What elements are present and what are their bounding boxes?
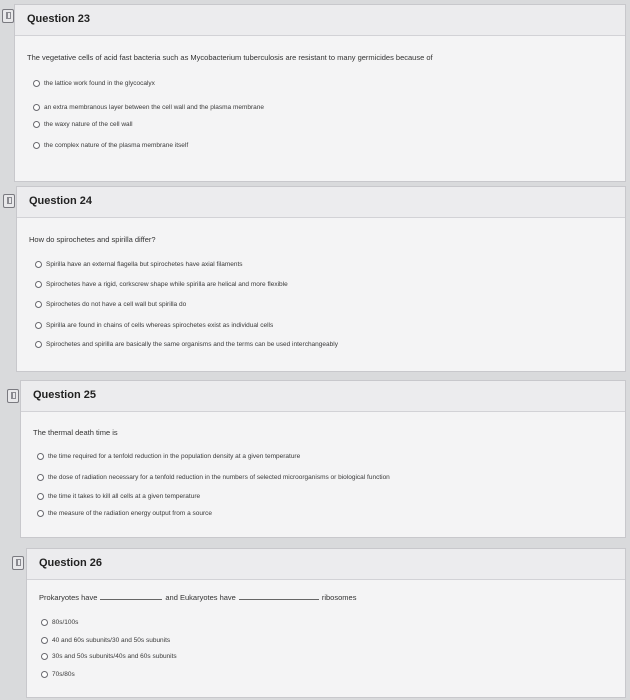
blank-1: [100, 598, 162, 600]
question-24-header: [17, 187, 625, 218]
answer-option[interactable]: the time it takes to kill all cells at a given temperature: [37, 493, 200, 500]
radio-button[interactable]: [37, 510, 44, 517]
question-25-card: [20, 380, 626, 538]
question-25-header: [21, 381, 625, 412]
radio-button[interactable]: [37, 474, 44, 481]
question-24-card: [16, 186, 626, 372]
question-26-header: [27, 549, 625, 580]
answer-option[interactable]: 70s/80s: [41, 671, 75, 678]
question-title: Question 23: [27, 13, 90, 25]
radio-button[interactable]: [33, 80, 40, 87]
radio-button[interactable]: [35, 341, 42, 348]
question-23-header: [15, 5, 625, 36]
question-prompt: The vegetative cells of acid fast bacteria such as Mycobacterium tuberculosis are resistant to many germicides because of: [27, 53, 433, 62]
question-title: Question 26: [39, 557, 102, 569]
radio-button[interactable]: [33, 121, 40, 128]
answer-option[interactable]: Spirilla have an external flagella but spirochetes have axial filaments: [35, 261, 243, 268]
answer-option[interactable]: Spirilla are found in chains of cells whereas spirochetes exist as individual cells: [35, 322, 273, 329]
radio-button[interactable]: [41, 653, 48, 660]
answer-option[interactable]: Spirochetes do not have a cell wall but spirilla do: [35, 301, 186, 308]
answer-option[interactable]: the lattice work found in the glycocalyx: [33, 80, 155, 87]
answer-option[interactable]: the complex nature of the plasma membrane itself: [33, 142, 188, 149]
answer-option[interactable]: the waxy nature of the cell wall: [33, 121, 133, 128]
radio-button[interactable]: [41, 671, 48, 678]
radio-button[interactable]: [33, 104, 40, 111]
radio-button[interactable]: [35, 322, 42, 329]
flag-question-24-icon[interactable]: [3, 194, 15, 208]
question-title: Question 24: [29, 195, 92, 207]
radio-button[interactable]: [37, 453, 44, 460]
answer-option[interactable]: Spirochetes and spirilla are basically the same organisms and the terms can be used interchangeably: [35, 341, 338, 348]
radio-button[interactable]: [35, 281, 42, 288]
radio-button[interactable]: [35, 261, 42, 268]
answer-option[interactable]: the measure of the radiation energy output from a source: [37, 510, 212, 517]
question-prompt: Prokaryotes have and Eukaryotes have ribosomes: [39, 593, 357, 602]
radio-button[interactable]: [33, 142, 40, 149]
flag-question-23-icon[interactable]: [2, 9, 14, 23]
answer-option[interactable]: the dose of radiation necessary for a tenfold reduction in the numbers of selected microorganisms or biological function: [37, 474, 390, 481]
radio-button[interactable]: [41, 619, 48, 626]
flag-question-26-icon[interactable]: [12, 556, 24, 570]
question-23-card: [14, 4, 626, 182]
question-title: Question 25: [33, 389, 96, 401]
flag-question-25-icon[interactable]: [7, 389, 19, 403]
answer-option[interactable]: an extra membranous layer between the cell wall and the plasma membrane: [33, 104, 264, 111]
question-prompt: The thermal death time is: [33, 428, 118, 437]
radio-button[interactable]: [41, 637, 48, 644]
answer-option[interactable]: 30s and 50s subunits/40s and 60s subunits: [41, 653, 177, 660]
answer-option[interactable]: the time required for a tenfold reduction in the population density at a given temperature: [37, 453, 300, 460]
answer-option[interactable]: 40 and 60s subunits/30 and 50s subunits: [41, 637, 170, 644]
question-prompt: How do spirochetes and spirilla differ?: [29, 235, 156, 244]
radio-button[interactable]: [35, 301, 42, 308]
question-26-card: [26, 548, 626, 698]
answer-option[interactable]: 80s/100s: [41, 619, 78, 626]
blank-2: [239, 598, 319, 600]
answer-option[interactable]: Spirochetes have a rigid, corkscrew shape while spirilla are helical and more flexible: [35, 281, 288, 288]
radio-button[interactable]: [37, 493, 44, 500]
